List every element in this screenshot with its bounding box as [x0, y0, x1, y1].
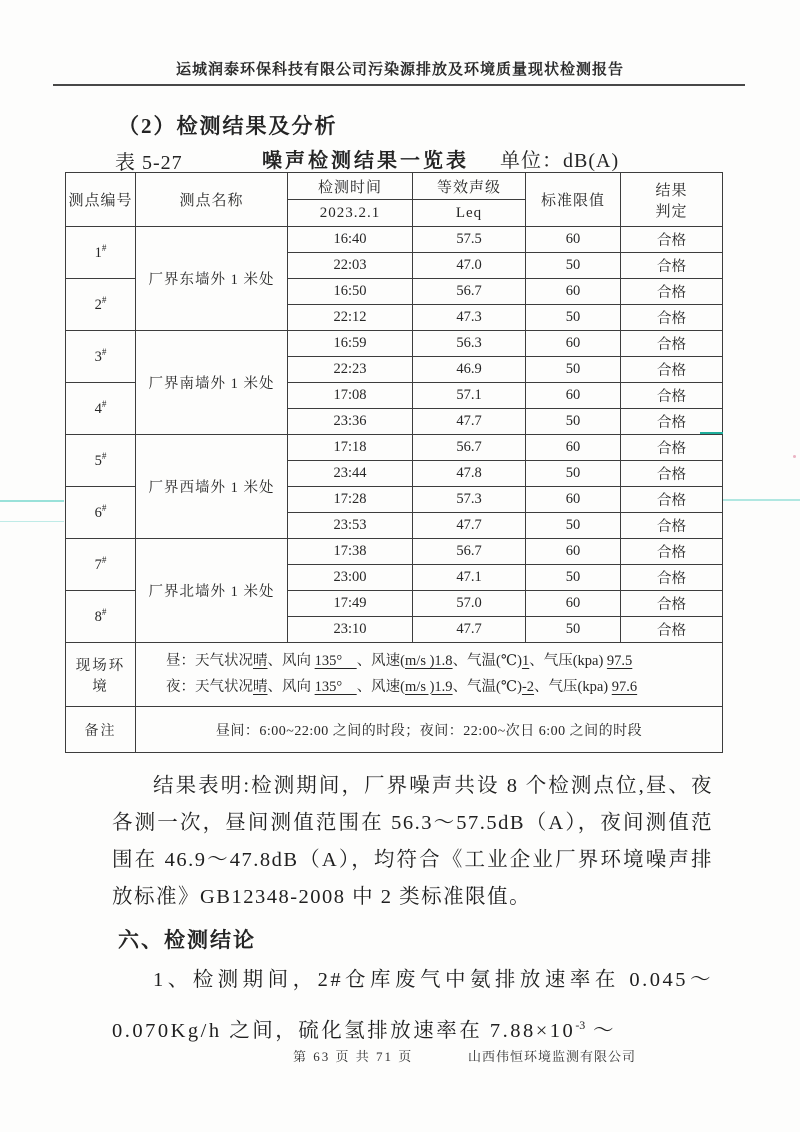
result-cell: 合格 — [621, 461, 723, 487]
limit-cell: 60 — [526, 331, 621, 357]
location-cell: 厂界东墙外 1 米处 — [136, 227, 288, 331]
scan-artifact-speck — [793, 455, 796, 458]
time-cell: 22:12 — [288, 305, 413, 331]
limit-cell: 60 — [526, 487, 621, 513]
footer-page-number: 第 63 页 共 71 页 — [293, 1049, 414, 1064]
table-unit-label: 单位：dB(A) — [500, 150, 620, 172]
leq-cell: 47.7 — [413, 513, 526, 539]
result-cell: 合格 — [621, 435, 723, 461]
leq-cell: 47.0 — [413, 253, 526, 279]
limit-cell: 50 — [526, 409, 621, 435]
site-environment-label: 现场环境 — [66, 643, 136, 707]
leq-cell: 56.7 — [413, 279, 526, 305]
leq-cell: 47.1 — [413, 565, 526, 591]
limit-cell: 60 — [526, 279, 621, 305]
limit-cell: 50 — [526, 461, 621, 487]
table-header-row-1 — [66, 173, 723, 200]
point-number-cell: 5# — [66, 435, 136, 487]
result-cell: 合格 — [621, 513, 723, 539]
scan-artifact-teal-line — [0, 500, 64, 502]
time-cell: 23:36 — [288, 409, 413, 435]
leq-cell: 57.3 — [413, 487, 526, 513]
column-subheader-leq: Leq — [413, 200, 526, 227]
leq-cell: 47.3 — [413, 305, 526, 331]
section-heading: （2）检测结果及分析 — [118, 114, 338, 138]
time-cell: 22:23 — [288, 357, 413, 383]
point-number-cell: 4# — [66, 383, 136, 435]
time-cell: 23:44 — [288, 461, 413, 487]
result-cell: 合格 — [621, 617, 723, 643]
location-cell: 厂界西墙外 1 米处 — [136, 435, 288, 539]
site-environment-row — [66, 643, 723, 707]
exponent-superscript: -3 — [575, 1018, 586, 1032]
column-header-leq: 等效声级 — [413, 173, 526, 200]
limit-cell: 50 — [526, 357, 621, 383]
limit-cell: 60 — [526, 539, 621, 565]
hash-superscript: # — [101, 295, 107, 306]
footer-company-name: 山西伟恒环境监测有限公司 — [468, 1049, 637, 1064]
time-cell: 16:40 — [288, 227, 413, 253]
table-number-label: 表 5-27 — [115, 152, 183, 174]
hash-superscript: # — [101, 607, 107, 618]
hash-superscript: # — [101, 347, 107, 358]
environment-day-line: 昼：天气状况晴、风向 135° 、风速(m/s )1.8、气温(℃)1、气压(kpa) 97.5 — [166, 653, 633, 670]
point-number-cell: 8# — [66, 591, 136, 643]
time-cell: 22:03 — [288, 253, 413, 279]
conclusion-text-tail: ～ — [585, 1019, 616, 1042]
scan-artifact-teal-line — [723, 499, 800, 501]
leq-cell: 57.5 — [413, 227, 526, 253]
noise-results-table — [65, 172, 723, 753]
limit-cell: 60 — [526, 383, 621, 409]
hash-superscript: # — [101, 503, 107, 514]
time-cell: 17:49 — [288, 591, 413, 617]
result-cell: 合格 — [621, 539, 723, 565]
time-cell: 16:50 — [288, 279, 413, 305]
conclusion-paragraph — [112, 958, 713, 1054]
result-cell: 合格 — [621, 227, 723, 253]
column-header-limit: 标准限值 — [526, 173, 621, 227]
column-header-time: 检测时间 — [288, 173, 413, 200]
column-subheader-date: 2023.2.1 — [288, 200, 413, 227]
remark-label: 备注 — [66, 707, 136, 753]
column-header-result-line2: 判定 — [655, 203, 688, 220]
hash-superscript: # — [101, 243, 107, 254]
table-row — [66, 539, 723, 565]
hash-superscript: # — [101, 451, 107, 462]
time-cell: 23:10 — [288, 617, 413, 643]
location-cell: 厂界南墙外 1 米处 — [136, 331, 288, 435]
limit-cell: 60 — [526, 591, 621, 617]
point-number-cell: 7# — [66, 539, 136, 591]
time-cell: 17:38 — [288, 539, 413, 565]
point-number-cell: 6# — [66, 487, 136, 539]
leq-cell: 56.7 — [413, 539, 526, 565]
result-cell: 合格 — [621, 279, 723, 305]
scan-artifact-teal-line — [0, 521, 64, 522]
header-divider — [53, 84, 745, 86]
limit-cell: 50 — [526, 617, 621, 643]
column-header-point-name: 测点名称 — [136, 173, 288, 227]
table-row — [66, 227, 723, 253]
result-cell: 合格 — [621, 253, 723, 279]
leq-cell: 47.8 — [413, 461, 526, 487]
leq-cell: 56.3 — [413, 331, 526, 357]
column-header-result — [621, 173, 723, 227]
leq-cell: 46.9 — [413, 357, 526, 383]
time-cell: 23:00 — [288, 565, 413, 591]
result-cell: 合格 — [621, 357, 723, 383]
result-cell: 合格 — [621, 383, 723, 409]
hash-superscript: # — [101, 399, 107, 410]
column-header-point-number: 测点编号 — [66, 173, 136, 227]
column-header-result-line1: 结果 — [655, 182, 688, 199]
remark-row — [66, 707, 723, 753]
result-cell: 合格 — [621, 487, 723, 513]
leq-cell: 47.7 — [413, 617, 526, 643]
limit-cell: 50 — [526, 565, 621, 591]
time-cell: 16:59 — [288, 331, 413, 357]
time-cell: 23:53 — [288, 513, 413, 539]
result-cell: 合格 — [621, 409, 723, 435]
hash-superscript: # — [101, 555, 107, 566]
result-cell: 合格 — [621, 591, 723, 617]
location-cell: 厂界北墙外 1 米处 — [136, 539, 288, 643]
table-title: 噪声检测结果一览表 — [262, 150, 469, 172]
remark-content: 昼间：6:00~22:00 之间的时段；夜间：22:00~次日 6:00 之间的时段 — [136, 707, 723, 753]
limit-cell: 50 — [526, 253, 621, 279]
result-summary-paragraph: 结果表明:检测期间，厂界噪声共设 8 个检测点位,昼、夜各测一次，昼间测值范围在 56.3～57.5dB（A），夜间测值范围在 46.9～47.8dB（A），均符合《工业企业厂界环境噪声排放标准》GB12348-2008 中 2 类标准限值。 — [112, 775, 713, 908]
document-header-title: 运城润泰环保科技有限公司污染源排放及环境质量现状检测报告 — [175, 62, 624, 78]
environment-night-line: 夜：天气状况晴、风向 135° 、风速(m/s )1.9、气温(℃)-2、气压(kpa) 97.6 — [166, 678, 638, 695]
limit-cell: 50 — [526, 305, 621, 331]
point-number-cell: 1# — [66, 227, 136, 279]
limit-cell: 50 — [526, 513, 621, 539]
table-row — [66, 331, 723, 357]
time-cell: 17:28 — [288, 487, 413, 513]
result-cell: 合格 — [621, 331, 723, 357]
site-environment-content — [136, 643, 723, 707]
leq-cell: 56.7 — [413, 435, 526, 461]
result-cell: 合格 — [621, 565, 723, 591]
leq-cell: 57.0 — [413, 591, 526, 617]
conclusion-text: 1、检测期间，2#仓库废气中氨排放速率在 0.045～0.070Kg/h 之间，硫化氢排放速率在 7.88×10 — [112, 969, 713, 1042]
point-number-cell: 3# — [66, 331, 136, 383]
table-row — [66, 435, 723, 461]
time-cell: 17:18 — [288, 435, 413, 461]
leq-cell: 57.1 — [413, 383, 526, 409]
leq-cell: 47.7 — [413, 409, 526, 435]
result-cell: 合格 — [621, 305, 723, 331]
point-number-cell: 2# — [66, 279, 136, 331]
conclusion-heading: 六、检测结论 — [118, 928, 256, 952]
limit-cell: 60 — [526, 227, 621, 253]
time-cell: 17:08 — [288, 383, 413, 409]
limit-cell: 60 — [526, 435, 621, 461]
